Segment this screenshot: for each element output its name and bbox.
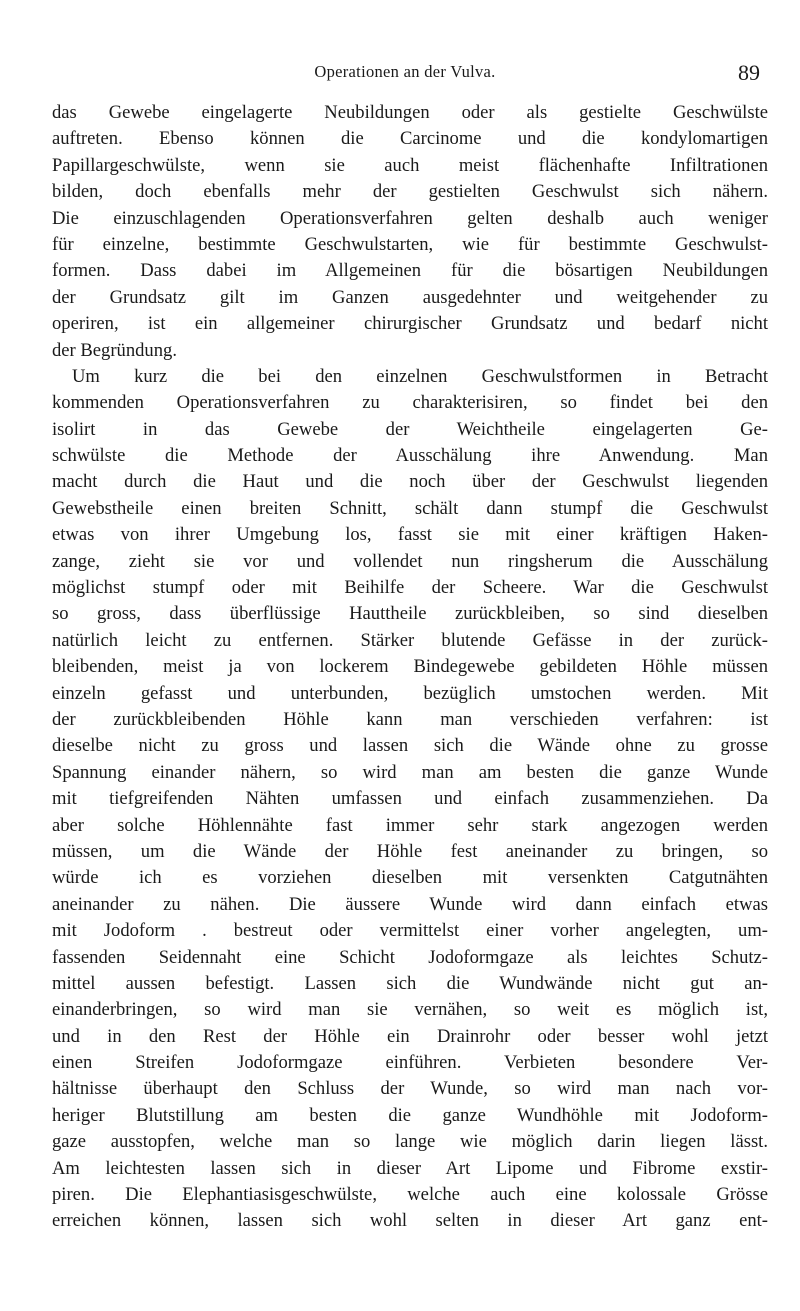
text-line: mit tiefgreifenden Nähten umfassen und einfach zusammenziehen. Da [52, 788, 768, 810]
text-line: Spannung einander nähern, so wird man am besten die ganze Wunde [52, 761, 768, 783]
text-line: dieselbe nicht zu gross und lassen sich die Wände ohne zu grosse [52, 735, 768, 757]
running-title: Operationen an der Vulva. [314, 62, 496, 81]
text-line: aber solche Höhlennähte fast immer sehr stark angezogen werden [52, 814, 768, 836]
text-line: aneinander zu nähen. Die äussere Wunde wird dann einfach etwas [52, 893, 768, 915]
text-line: Um kurz die bei den einzelnen Geschwulstformen in Betracht [72, 365, 768, 387]
text-line: zange, zieht sie vor und vollendet nun ringsherum die Ausschälung [52, 550, 768, 572]
running-head [40, 62, 770, 86]
text-line: der zurückbleibenden Höhle kann man verschieden verfahren: ist [52, 708, 768, 730]
text-line: bleibenden, meist ja von lockerem Bindegewebe gebildeten Höhle müssen [52, 656, 768, 678]
text-line: möglichst stumpf oder mit Beihilfe der Scheere. War die Geschwulst [52, 577, 768, 599]
text-line: einzeln gefasst und unterbunden, bezüglich umstochen werden. Mit [52, 682, 768, 704]
text-line: isolirt in das Gewebe der Weichtheile eingelagerten Ge- [52, 418, 768, 440]
text-line: mittel aussen befestigt. Lassen sich die Wundwände nicht gut an- [52, 972, 768, 994]
text-line: auftreten. Ebenso können die Carcinome und die kondylomartigen [52, 128, 768, 150]
text-line: kommenden Operationsverfahren zu charakterisiren, so findet bei den [52, 392, 768, 414]
text-line: Die einzuschlagenden Operationsverfahren gelten deshalb auch weniger [52, 207, 768, 229]
text-line: Gewebstheile einen breiten Schnitt, schält dann stumpf die Geschwulst [52, 497, 768, 519]
text-line: so gross, dass überflüssige Hauttheile zurückbleiben, so sind dieselben [52, 603, 768, 625]
text-line: mit Jodoform . bestreut oder vermittelst einer vorher angelegten, um- [52, 920, 768, 942]
body-text [52, 100, 768, 1235]
text-line: der Begründung. [52, 339, 177, 361]
text-line: erreichen können, lassen sich wohl selten in dieser Art ganz ent- [52, 1210, 768, 1232]
text-line: bilden, doch ebenfalls mehr der gestielten Geschwulst sich nähern. [52, 181, 768, 203]
text-line: schwülste die Methode der Ausschälung ihre Anwendung. Man [52, 445, 768, 467]
text-line: einen Streifen Jodoformgaze einführen. Verbieten besondere Ver- [52, 1052, 768, 1074]
text-line: und in den Rest der Höhle ein Drainrohr oder besser wohl jetzt [52, 1025, 768, 1047]
text-line: fassenden Seidennaht eine Schicht Jodoformgaze als leichtes Schutz- [52, 946, 768, 968]
text-line: hältnisse überhaupt den Schluss der Wunde, so wird man nach vor- [52, 1078, 768, 1100]
text-line: würde ich es vorziehen dieselben mit versenkten Catgutnähten [52, 867, 768, 889]
text-line: für einzelne, bestimmte Geschwulstarten, wie für bestimmte Geschwulst- [52, 233, 768, 255]
text-line: Am leichtesten lassen sich in dieser Art Lipome und Fibrome exstir- [52, 1157, 768, 1179]
text-line: heriger Blutstillung am besten die ganze Wundhöhle mit Jodoform- [52, 1104, 768, 1126]
text-line: der Grundsatz gilt im Ganzen ausgedehnter und weitgehender zu [52, 286, 768, 308]
text-line: natürlich leicht zu entfernen. Stärker blutende Gefässe in der zurück- [52, 629, 768, 651]
text-line: operiren, ist ein allgemeiner chirurgischer Grundsatz und bedarf nicht [52, 313, 768, 335]
text-line: einanderbringen, so wird man sie vernähen, so weit es möglich ist, [52, 999, 768, 1021]
text-line: müssen, um die Wände der Höhle fest aneinander zu bringen, so [52, 840, 768, 862]
text-line: das Gewebe eingelagerte Neubildungen oder als gestielte Geschwülste [52, 102, 768, 123]
page-number: 89 [738, 60, 760, 85]
text-line: Papillargeschwülste, wenn sie auch meist flächenhafte Infiltrationen [52, 154, 768, 176]
text-line: macht durch die Haut und die noch über der Geschwulst liegenden [52, 471, 768, 493]
text-line: etwas von ihrer Umgebung los, fasst sie mit einer kräftigen Haken- [52, 524, 768, 546]
text-line: piren. Die Elephantiasisgeschwülste, welche auch eine kolossale Grösse [52, 1184, 768, 1206]
text-line: formen. Dass dabei im Allgemeinen für die bösartigen Neubildungen [52, 260, 768, 282]
text-line: gaze ausstopfen, welche man so lange wie möglich darin liegen lässt. [52, 1131, 768, 1153]
